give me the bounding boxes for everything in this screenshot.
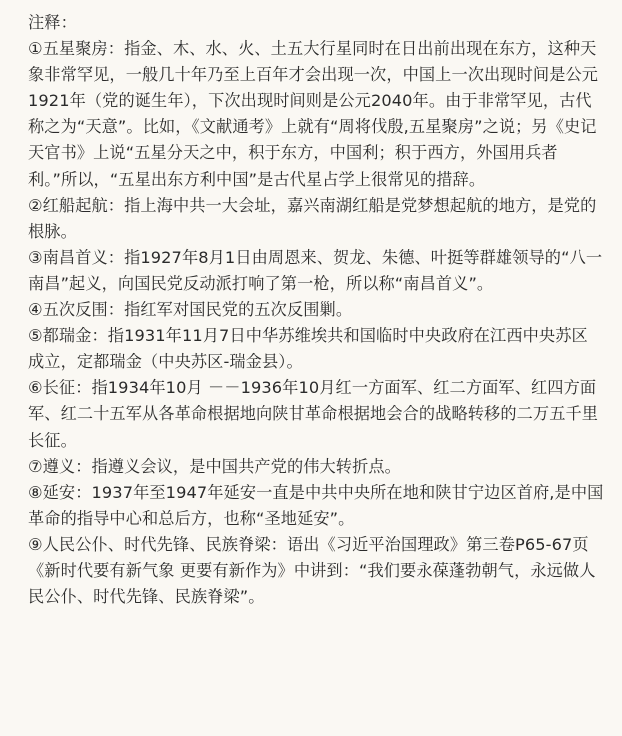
note-colon: ：: [107, 39, 125, 59]
note-marker: ⑦: [28, 456, 43, 476]
note-text: 指上海中共一大会址，嘉兴南湖红船是党梦想起航的地方，是党的根脉。: [28, 195, 597, 241]
note-colon: ：: [107, 195, 125, 215]
note-term: 五星聚房: [42, 39, 108, 59]
note-term: 南昌首义: [42, 247, 108, 267]
note-text: 语出《习近平治国理政》第三卷P65-67页《新时代要有新气象 更要有新作为》中讲到：“我们要永葆蓬勃朝气，永远做人民公仆、时代先锋、民族脊梁”。: [28, 534, 596, 607]
note-text: 1937年至1947年延安一直是中共中央所在地和陕甘宁边区首府,是中国革命的指导中心和总后方，也称“圣地延安”。: [28, 482, 604, 528]
note-item-9: [28, 532, 604, 610]
note-colon: ：: [270, 534, 287, 554]
note-item-4: [28, 297, 604, 323]
note-text: 指遵义会议，是中国共产党的伟大转折点。: [91, 456, 401, 476]
note-marker: ③: [28, 247, 43, 267]
note-colon: ：: [75, 482, 92, 502]
note-item-2: [28, 193, 604, 245]
note-marker: ④: [28, 300, 43, 320]
note-item-1: [28, 36, 604, 193]
note-text: 指1927年8月1日由周恩来、贺龙、朱德、叶挺等群雄领导的“八一南昌”起义，向国民党反动派打响了第一枪，所以称“南昌首义”。: [28, 247, 603, 293]
notes-heading: 注释：: [28, 13, 77, 32]
note-term: 都瑞金: [42, 326, 92, 346]
note-text: 指红军对国民党的五次反围剿。: [124, 300, 353, 320]
note-term: 长征: [42, 378, 76, 398]
note-colon: ：: [75, 378, 92, 398]
note-marker: ⑧: [28, 482, 43, 502]
note-colon: ：: [91, 326, 108, 346]
note-item-3: [28, 245, 604, 297]
note-marker: ⑥: [28, 378, 43, 398]
note-colon: ：: [107, 247, 125, 267]
note-item-6: [28, 375, 604, 453]
note-colon: ：: [107, 300, 125, 320]
note-marker: ①: [28, 39, 43, 59]
note-term: 延安: [42, 482, 76, 502]
note-colon: ：: [75, 456, 92, 476]
note-item-8: [28, 480, 604, 532]
note-item-5: [28, 323, 604, 375]
note-term: 五次反围: [42, 300, 108, 320]
note-term: 人民公仆、时代先锋、民族脊梁: [42, 534, 271, 554]
note-marker: ②: [28, 195, 43, 215]
note-term: 遵义: [42, 456, 76, 476]
note-text: 指1934年10月 －－1936年10月红一方面军、红二方面军、红四方面军、红二十五军从各革命根据地向陕甘革命根据地会合的战略转移的二万五千里长征。: [28, 378, 599, 450]
note-marker: ⑤: [28, 326, 43, 346]
note-term: 红船起航: [42, 195, 108, 215]
note-text: 指金、木、水、火、土五大行星同时在日出前出现在东方，这种天象非常罕见，一般几十年乃至上百年才会出现一次，中国上一次出现时间是公元1921年（党的诞生年），下次出现时间则是公元2040年。由于非常罕见，古代称之为“天意”。比如，《文献通考》上就有“周将伐殷,五星聚房”之说；另《史记天官书》上说“五星分天之中，积于东方，中国利；积于西方，外国用兵者利。”所以，“五星出东方利中国”是古代星占学上很常见的措辞。: [28, 39, 599, 189]
note-item-7: [28, 454, 604, 480]
note-text: 指1931年11月7日中华苏维埃共和国临时中央政府在江西中央苏区成立，定都瑞金（中央苏区-瑞金县）。: [28, 326, 588, 372]
note-marker: ⑨: [28, 534, 43, 554]
